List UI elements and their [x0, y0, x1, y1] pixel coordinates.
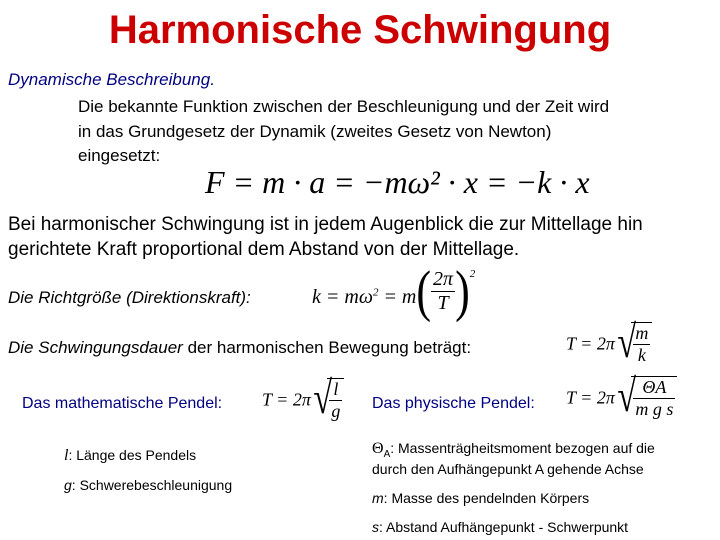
m-description: : Masse des pendelnden Körpers [383, 490, 590, 506]
m-symbol: m [372, 490, 384, 506]
intro-line-3: eingesetzt: [78, 146, 161, 165]
math-pendel-formula [262, 378, 344, 422]
intro-line-2: in das Grundgesetz der Dynamik (zweites Gesetz von Newton) [78, 122, 552, 141]
dauer-num: √ m [635, 323, 649, 343]
section-heading [8, 70, 215, 90]
phys-pendel-num: √ ΘA [633, 377, 675, 399]
theta-desc-line-1 [372, 440, 655, 460]
g-symbol: g [64, 477, 72, 493]
richtgroesse-num: 2π [433, 268, 454, 290]
right-paren: ) [455, 259, 470, 323]
math-pendel-label: Das mathematische Pendel: [22, 395, 223, 412]
s-symbol: s [372, 519, 379, 535]
richtgroesse-den: T [437, 292, 449, 314]
math-pendel-sqrt [315, 378, 344, 422]
phys-pendel-sqrt [619, 376, 677, 420]
dauer-formula [566, 322, 652, 366]
math-pendel-l-desc [64, 447, 196, 465]
theta-description-1: : Massenträgheitsmoment bezogen auf die [390, 440, 655, 456]
phys-pendel-lhs: T = 2π [566, 387, 615, 408]
theta-symbol: Θ [372, 440, 384, 457]
richtgroesse-outer-sq: 2 [469, 268, 476, 280]
intro-line-1: Die bekannte Funktion zwischen der Beschleunigung und der Zeit wird [78, 97, 610, 116]
l-description: : Länge des Pendels [68, 447, 197, 463]
richtgroesse-fraction [431, 268, 455, 315]
phys-pendel-den: m g s [635, 399, 674, 419]
statement-line-1: Bei harmonischer Schwingung ist in jedem Augenblick die zur Mittellage hin [8, 214, 643, 235]
section-heading-text: Dynamische Beschreibung [8, 70, 211, 89]
l-symbol: l [64, 447, 69, 464]
dauer-label-rest: der harmonischen Bewegung beträgt: [182, 338, 472, 357]
dauer-lhs: T = 2π [566, 333, 615, 354]
math-pendel-num: √ l [329, 379, 342, 401]
newton-formula: F = m · a = −mω² · x = −k · x [205, 164, 590, 200]
section-heading-dot: . [210, 70, 215, 89]
richtgroesse-sq: 2 [372, 286, 379, 299]
m-desc [372, 490, 589, 506]
richtgroesse-formula [312, 259, 476, 330]
dauer-den: k [637, 345, 646, 365]
math-pendel-g-desc [64, 477, 232, 493]
math-pendel-lhs: T = 2π [262, 389, 311, 410]
statement-line-2: gerichtete Kraft proportional dem Abstand von der Mittellage. [8, 239, 520, 260]
math-pendel-den: g [331, 401, 341, 421]
page-title: Harmonische Schwingung [108, 8, 612, 52]
s-description: : Abstand Aufhängepunkt - Schwerpunkt [379, 519, 629, 535]
richtgroesse-lhs: k = mω [312, 286, 373, 308]
left-paren: ( [416, 259, 432, 323]
dauer-label [8, 338, 471, 358]
dauer-label-italic: Die Schwingungsdauer [8, 338, 183, 357]
dauer-sqrt [619, 322, 652, 366]
richtgroesse-eq-m: = m [383, 286, 417, 308]
g-description: : Schwerebeschleunigung [71, 477, 233, 493]
theta-desc-line-2: durch den Aufhängepunkt A gehende Achse [372, 461, 644, 477]
phys-pendel-label: Das physische Pendel: [372, 395, 535, 412]
richtgroesse-label: Die Richtgröße (Direktionskraft): [8, 288, 251, 307]
theta-sub: A [383, 448, 391, 460]
s-desc [372, 519, 628, 535]
phys-pendel-formula [566, 376, 677, 420]
